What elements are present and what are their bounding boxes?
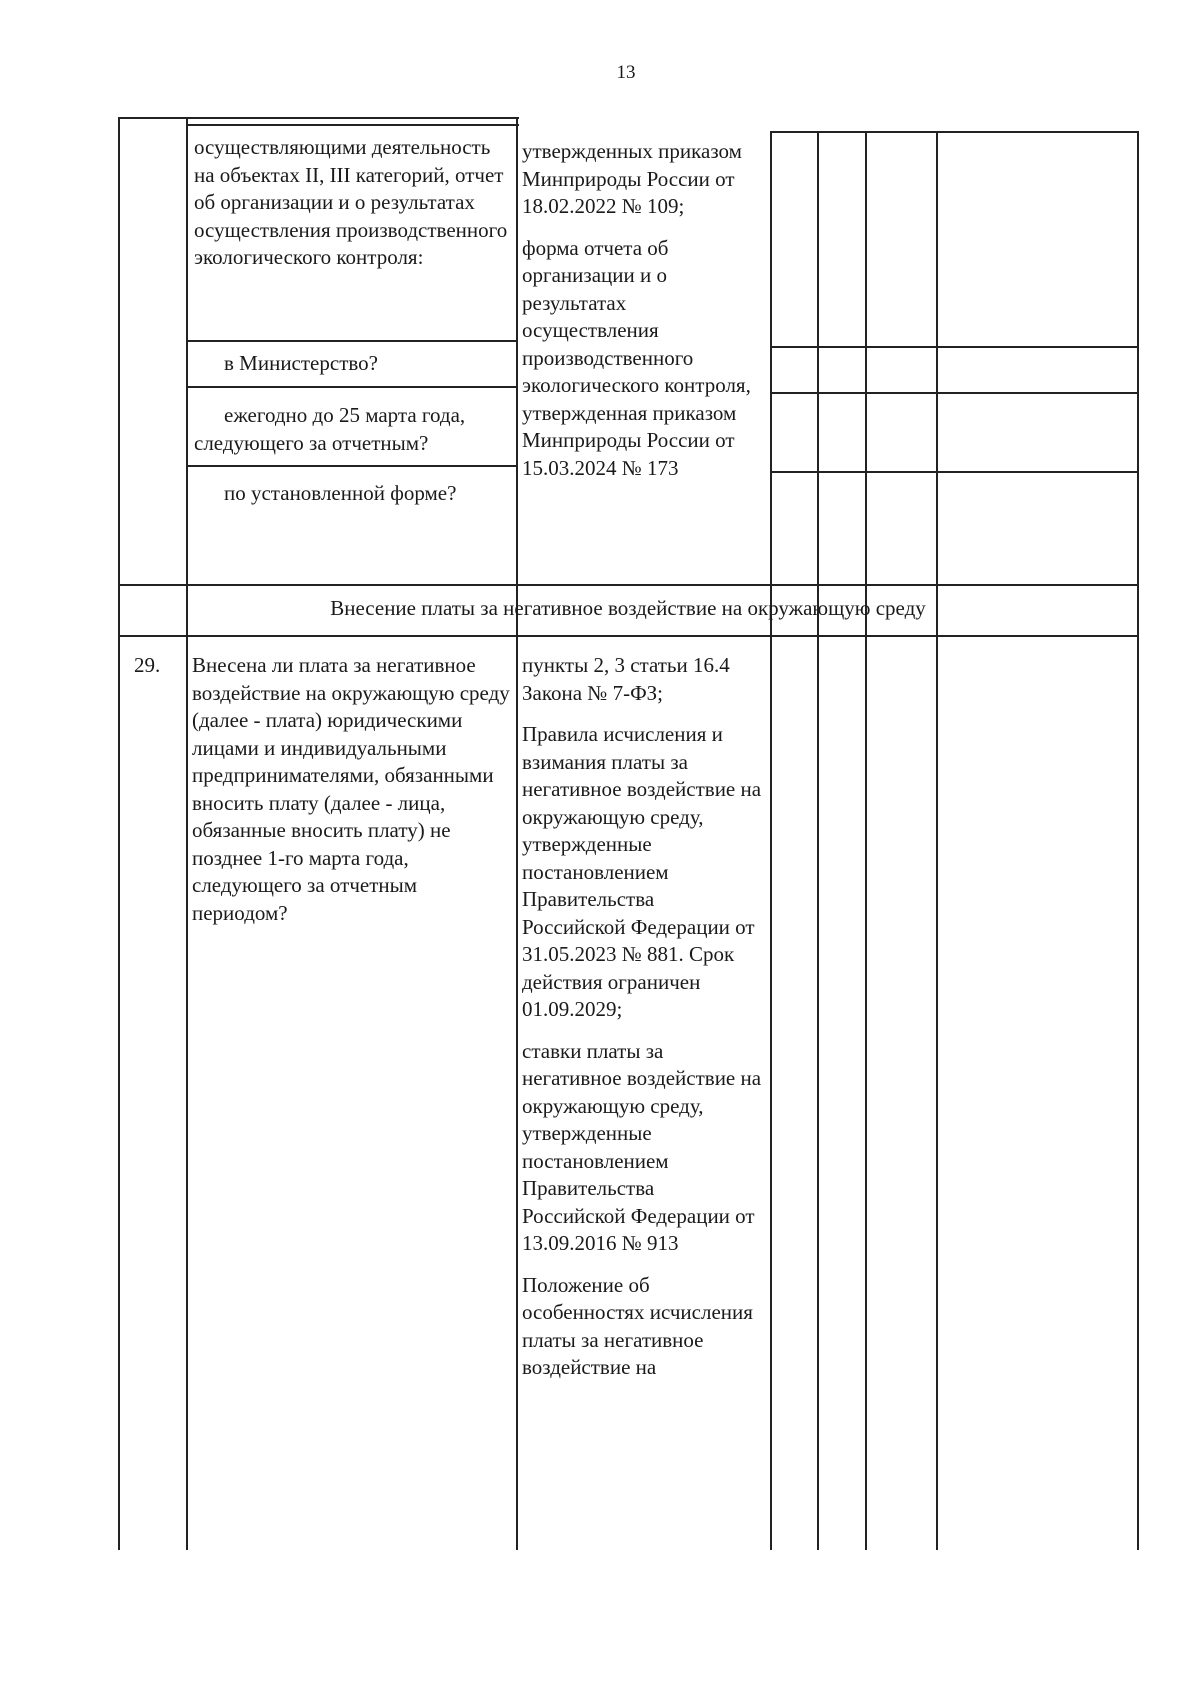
question-text: Внесена ли плата за негативное воздействие на окружающую среду (далее - плата) юридическими лицами и индивидуальными предпринимателями, обязанными вносить плату (далее - лица, обязанные вносить плату) не позднее 1-го марта года, следующего за отчетным периодом?: [192, 653, 510, 925]
reference-item: Положение об особенностях исчисления платы за негативное воздействие на: [522, 1272, 753, 1379]
row-number: 29.: [134, 653, 161, 677]
sub-item-form: [194, 480, 510, 508]
reference-item: пункты 2, 3 статьи 16.4 Закона № 7-ФЗ;: [522, 653, 730, 705]
sub-item-text: в Министерство?: [224, 351, 378, 375]
sub-item-text: ежегодно до 25 марта года, следующего за отчетным?: [194, 403, 466, 455]
reference-item: ставки платы за негативное воздействие на окружающую среду, утвержденные постановлением Правительства Российской Федерации от 13.09.2016 № 913: [522, 1038, 762, 1255]
sub-item-ministry: [194, 350, 510, 378]
reference-item: утвержденных приказом Минприроды России от 18.02.2022 № 109;: [522, 139, 742, 218]
references-cell: [522, 652, 762, 1382]
references-cell-continued: [522, 138, 762, 482]
reference-item: форма отчета об организации и о результатах осуществления производственного экологического контроля, утвержденная приказом Минприроды России от 15.03.2024 № 173: [522, 235, 751, 480]
page-number: 13: [616, 62, 636, 83]
sub-item-text: по установленной форме?: [224, 481, 457, 505]
section-heading: Внесение платы за негативное воздействие на окружающую среду: [330, 596, 926, 620]
question-cell: [192, 652, 510, 927]
sub-item-deadline: [194, 402, 510, 457]
question-text: осуществляющими деятельность на объектах II, III категорий, отчет об организации и о результатах осуществления производственного экологического контроля:: [194, 135, 508, 269]
question-cell-continued: [194, 134, 510, 272]
reference-item: Правила исчисления и взимания платы за негативное воздействие на окружающую среду, утвержденные постановлением Правительства Российской Федерации от 31.05.2023 № 881. Срок действия ограничен 01.09.2029;: [522, 722, 762, 1021]
